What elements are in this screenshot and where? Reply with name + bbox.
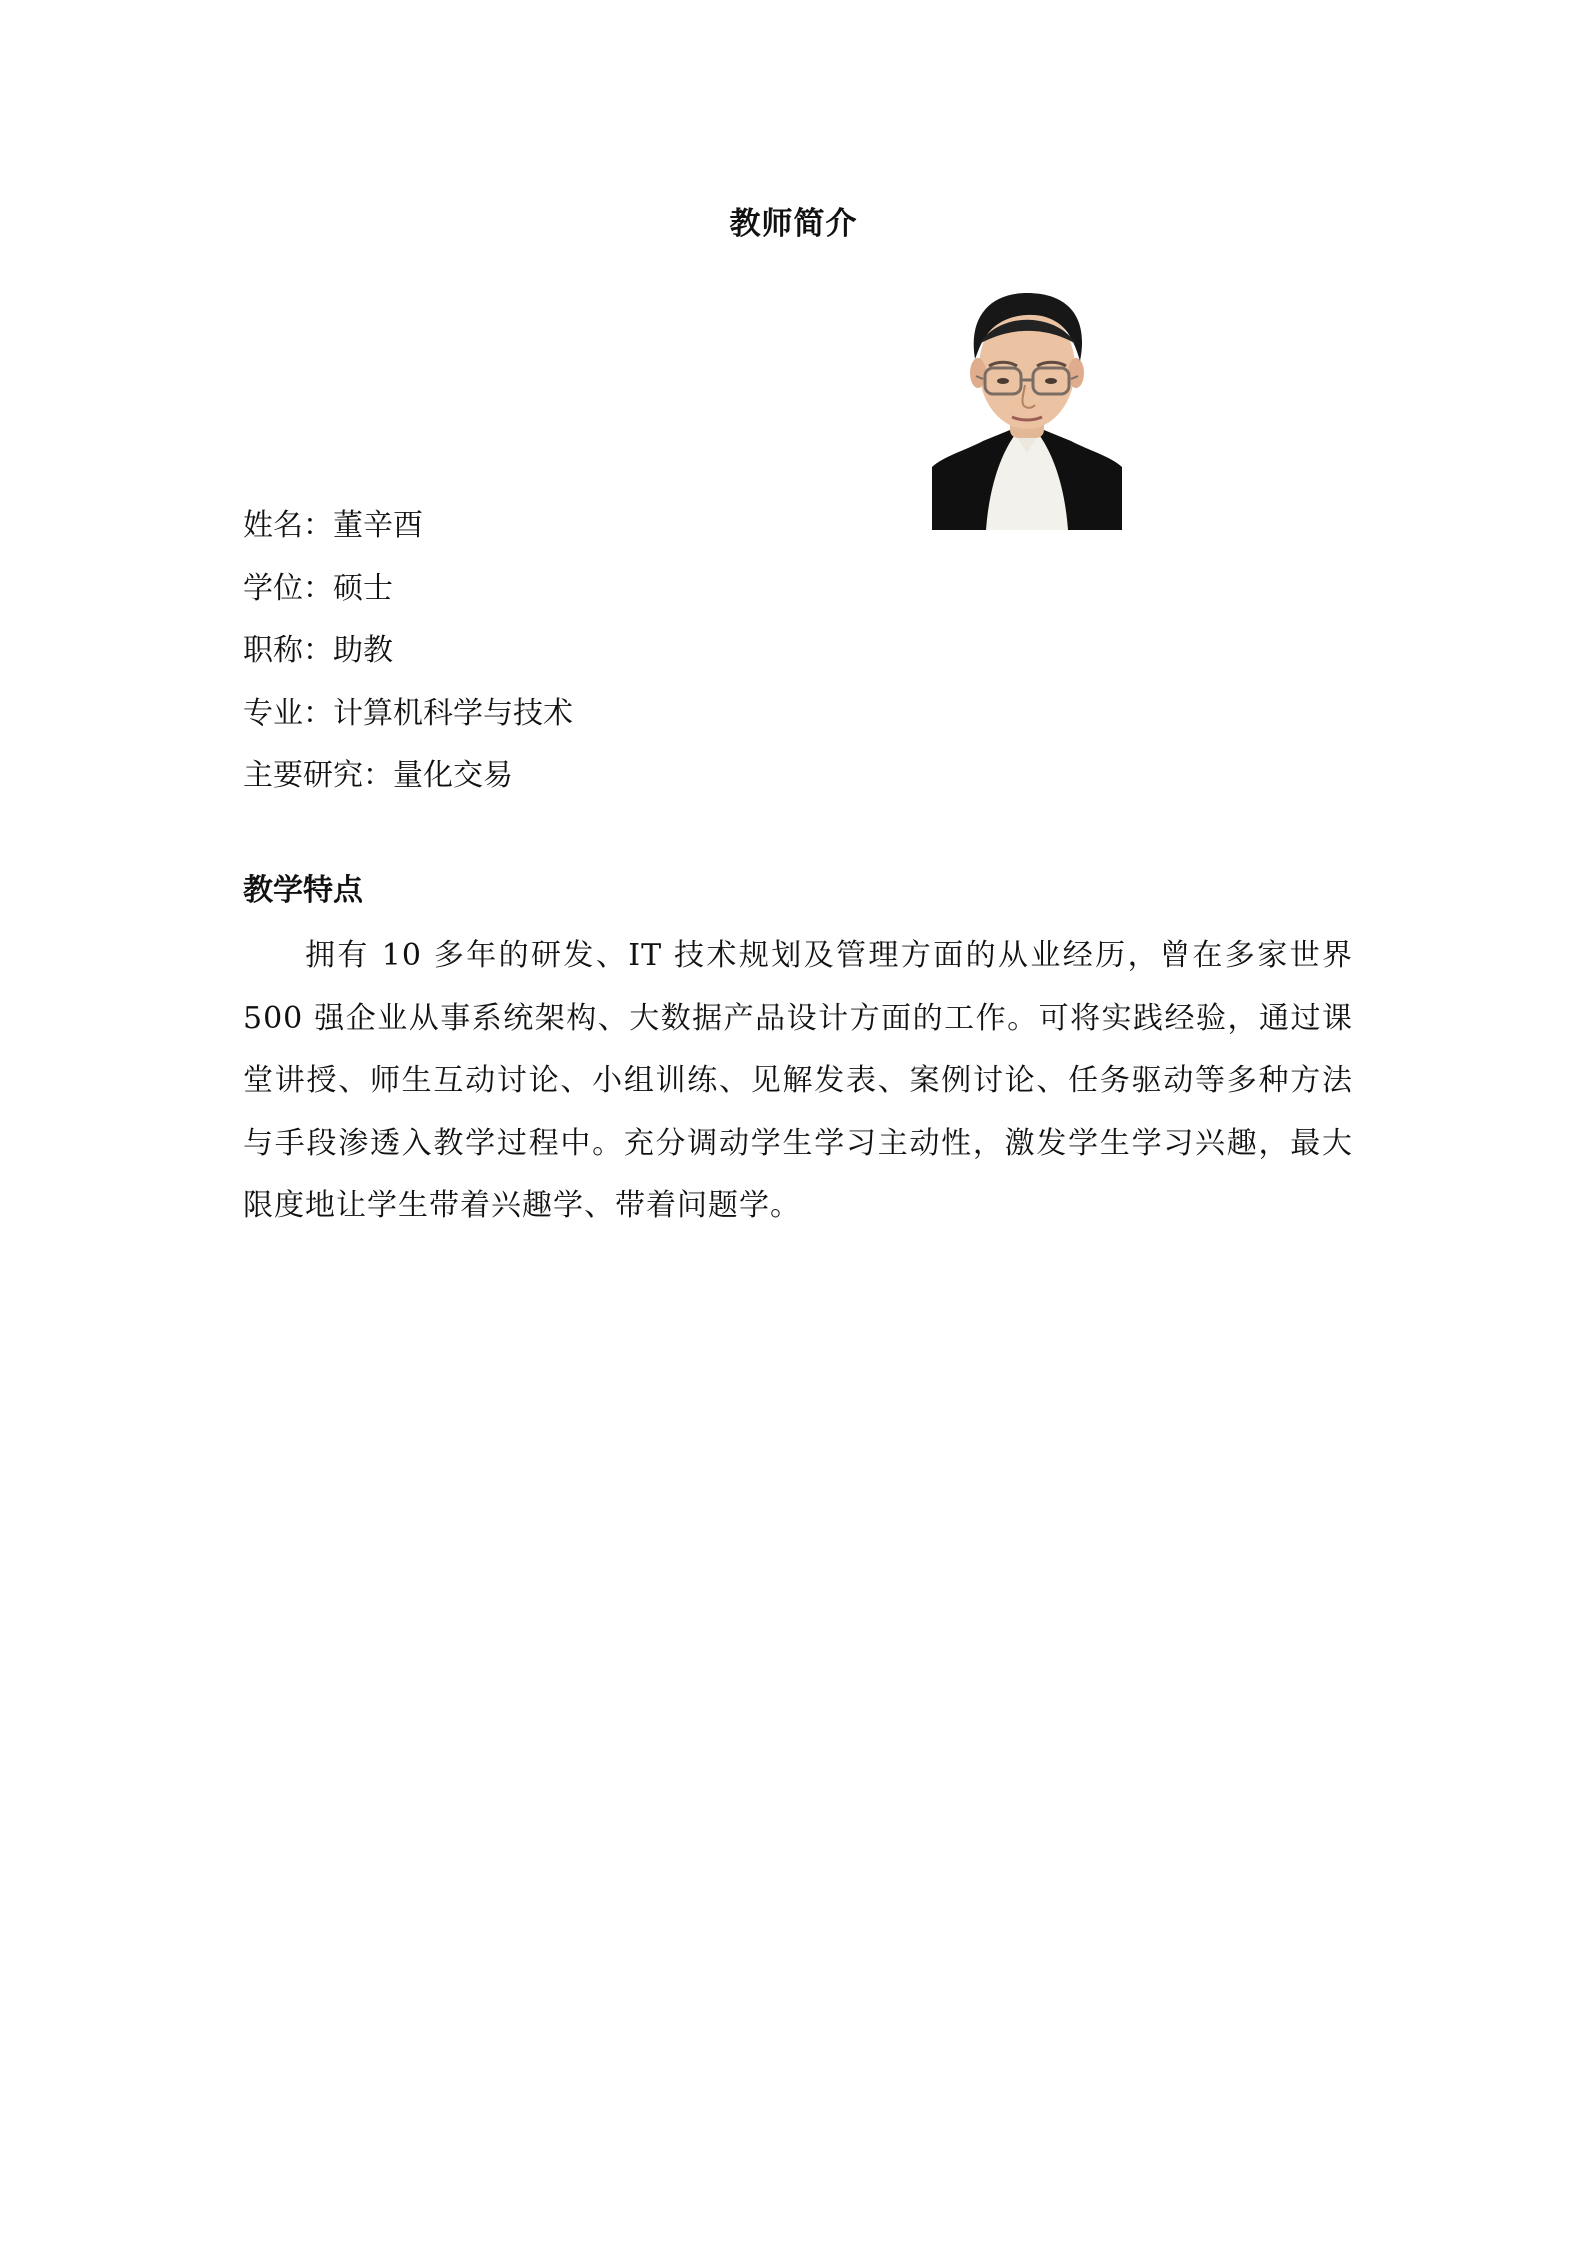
profile-research-label: 主要研究：: [243, 758, 393, 793]
profile-major-label: 专业：: [243, 695, 333, 731]
teacher-portrait: [932, 285, 1122, 530]
profile-major-value: 计算机科学与技术: [333, 695, 573, 731]
profile-title-label: 职称：: [243, 633, 333, 668]
profile-research-value: 量化交易: [393, 758, 513, 793]
teaching-features-heading: 教学特点: [243, 873, 363, 908]
profile-degree-value: 硕士: [333, 570, 393, 606]
profile-research-row: [243, 745, 1343, 808]
profile-major-row: [243, 683, 1343, 746]
profile-degree-label: 学位：: [243, 570, 333, 606]
page-title: 教师简介: [729, 206, 858, 242]
profile-name-label: 姓名：: [243, 508, 333, 543]
profile-title-row: [243, 620, 1343, 683]
profile-name-value: 董辛酉: [333, 508, 423, 543]
teaching-features-paragraph: 拥有 10 多年的研发、IT 技术规划及管理方面的从业经历，曾在多家世界 500 强企业从事系统架构、大数据产品设计方面的工作。可将实践经验，通过课堂讲授、师生互动讨论、小组训练、见解发表、案例讨论、任务驱动等多种方法与手段渗透入教学过程中。充分调动学生学习主动性，激发学生学习兴趣，最大限度地让学生带着兴趣学、带着问题学。: [243, 938, 1353, 1223]
profile-degree-row: [243, 558, 1343, 621]
profile-title-value: 助教: [333, 633, 393, 668]
portrait-image: [932, 285, 1122, 530]
profile-info: [243, 495, 1343, 808]
profile-name-row: [243, 495, 1343, 558]
